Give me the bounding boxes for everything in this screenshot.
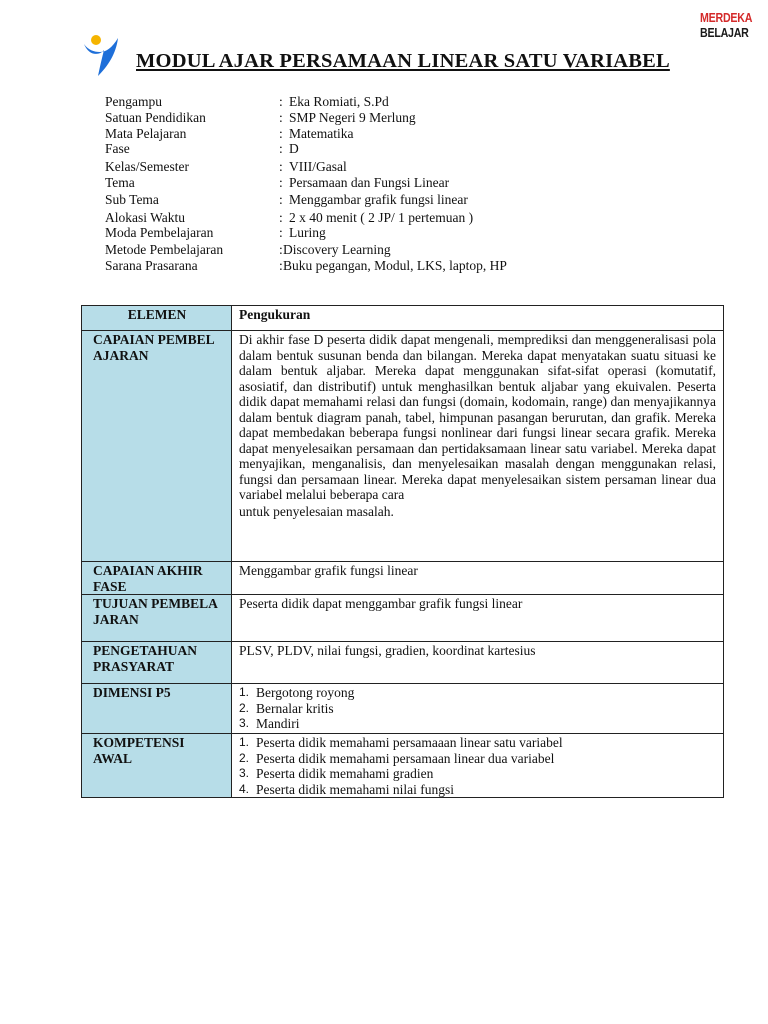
list-kompetensi-awal <box>232 734 724 798</box>
label-pengetahuan-prasyarat: PENGETAHUAN PRASYARAT <box>82 642 232 684</box>
list-item: 2. Peserta didik memahami persamaan linear dua variabel <box>239 750 555 766</box>
label-kompetensi-awal: KOMPETENSI AWAL <box>82 734 232 798</box>
list-item: 4. Peserta didik memahami nilai fungsi <box>239 781 454 797</box>
row-capaian-pembelajaran <box>82 331 724 562</box>
label-tujuan-pembelajaran: TUJUAN PEMBELAJARAN <box>82 595 232 642</box>
list-item: 2. Bernalar kritis <box>239 700 334 716</box>
text-capaian-pembelajaran: Di akhir fase D peserta didik dapat mengenali, memprediksi dan menggeneralisasi pola dalam bentuk susunan benda dan bilangan. Mereka dapat menyatakan suatu situasi ke dalam bentuk aljabar. Mereka dapat menggunakan sifat-sifat operasi (komutatif, asosiatif, dan distributif) untuk menghasilkan bentuk aljabar yang ekuivalen. Peserta didik dapat memahami relasi dan fungsi (domain, kodomain, range) dan menyajikannya dalam bentuk diagram panah, tabel, himpunan pasangan berurutan, dan grafik. Mereka dapat membedakan beberapa fungsi nonlinear dari fungsi linear secara grafik. Mereka dapat menyelesaikan persamaan dan pertidaksamaan linear satu variabel. Mereka dapat menyajikan, menganalisis, dan menyelesaikan masalah dengan menggunakan relasi, fungsi dan persamaan linear. Mereka dapat menyelesaikan sistem persaman linear dua variabel melalui beberapa cara untuk penyelesaian masalah. <box>232 331 724 562</box>
list-dimensi-p5 <box>232 684 724 734</box>
row-kompetensi-awal <box>82 734 724 798</box>
text-pengetahuan-prasyarat: PLSV, PLDV, nilai fungsi, gradien, koordinat kartesius <box>232 642 724 684</box>
label-capaian-pembelajaran: CAPAIAN PEMBELAJARAN <box>82 331 232 562</box>
row-tujuan-pembelajaran <box>82 595 724 642</box>
list-item: 1. Bergotong royong <box>239 685 355 700</box>
table-header-row <box>82 306 724 331</box>
row-dimensi-p5 <box>82 684 724 734</box>
document-title: MODUL AJAR PERSAMAAN LINEAR SATU VARIABEL <box>136 50 670 72</box>
text-capaian-akhir-fase: Menggambar grafik fungsi linear <box>232 562 724 595</box>
label-dimensi-p5: DIMENSI P5 <box>82 684 232 734</box>
row-pengetahuan-prasyarat <box>82 642 724 684</box>
list-item: 1. Peserta didik memahami persamaaan linear satu variabel <box>239 735 563 750</box>
list-item: 3. Peserta didik memahami gradien <box>239 766 434 781</box>
header-pengukuran: Pengukuran <box>232 306 724 331</box>
header-elemen: ELEMEN <box>82 306 232 331</box>
list-item: 3. Mandiri <box>239 716 300 731</box>
text-tujuan-pembelajaran: Peserta didik dapat menggambar grafik fungsi linear <box>232 595 724 642</box>
elemen-table <box>81 305 724 798</box>
row-capaian-akhir-fase <box>82 562 724 595</box>
tut-wuri-logo <box>78 30 122 80</box>
label-capaian-akhir-fase: CAPAIAN AKHIR FASE <box>82 562 232 595</box>
merdeka-belajar-logo: MERDEKA BELAJAR <box>700 10 753 40</box>
